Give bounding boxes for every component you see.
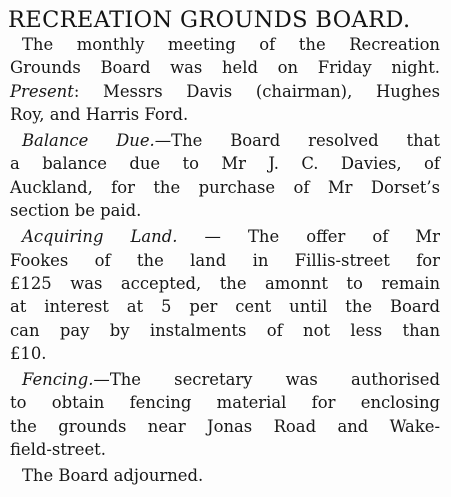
text-run: £10. (10, 343, 47, 363)
text-run: Grounds Board was held on Friday night. (10, 58, 440, 78)
text-line (10, 103, 440, 126)
text-run: section be paid. (10, 201, 142, 221)
paragraph-adjourned (10, 464, 440, 487)
text-line (10, 415, 440, 438)
text-line (10, 152, 440, 175)
headline: RECREATION GROUNDS BOARD. (8, 7, 411, 33)
text-run: — The offer of Mr (177, 227, 441, 247)
text-run: The Board adjourned. (22, 466, 204, 486)
text-line (10, 272, 440, 295)
text-run: £125 was accepted, the amonnt to remain (10, 273, 440, 293)
text-run: to obtain fencing material for enclosing (10, 393, 440, 413)
text-line (10, 464, 440, 487)
text-line (10, 199, 440, 222)
paragraph-fencing (10, 368, 440, 461)
text-run: a balance due to Mr J. C. Davies, of (10, 154, 440, 174)
text-line (10, 176, 440, 199)
section-heading: Acquiring Land. (22, 227, 178, 247)
text-line (10, 80, 440, 103)
text-line (10, 295, 440, 318)
text-run: field-street. (10, 440, 106, 460)
paragraph-acquiring-land (10, 225, 440, 365)
text-run: at interest at 5 per cent until the Board (10, 297, 440, 317)
text-line (10, 56, 440, 79)
text-line (10, 368, 440, 391)
section-heading: Present (10, 81, 74, 101)
text-run: the grounds near Jonas Road and Wake- (10, 416, 440, 436)
text-line (10, 33, 440, 56)
text-run: can pay by instalments of not less than (10, 320, 440, 340)
text-run: —The Board resolved that (154, 131, 441, 151)
text-run: Fookes of the land in Fillis-street for (10, 250, 440, 270)
text-line (10, 249, 440, 272)
paragraph-balance-due (10, 129, 440, 222)
text-run: The monthly meeting of the Recreation (22, 35, 440, 54)
text-run: Auckland, for the purchase of Mr Dorset’s (10, 177, 440, 197)
text-line (10, 225, 440, 248)
text-run: Roy, and Harris Ford. (10, 104, 189, 124)
text-line (10, 319, 440, 342)
paragraph-meeting (10, 33, 440, 126)
text-run: —The secretary was authorised (93, 370, 440, 390)
text-line (10, 129, 440, 152)
text-line (10, 391, 440, 414)
section-heading: Balance Due. (22, 131, 155, 151)
text-run: : Messrs Davis (chairman), Hughes (73, 81, 440, 101)
section-heading: Fencing. (22, 370, 94, 390)
article-body (10, 33, 440, 488)
text-line (10, 438, 440, 461)
text-line (10, 342, 440, 365)
